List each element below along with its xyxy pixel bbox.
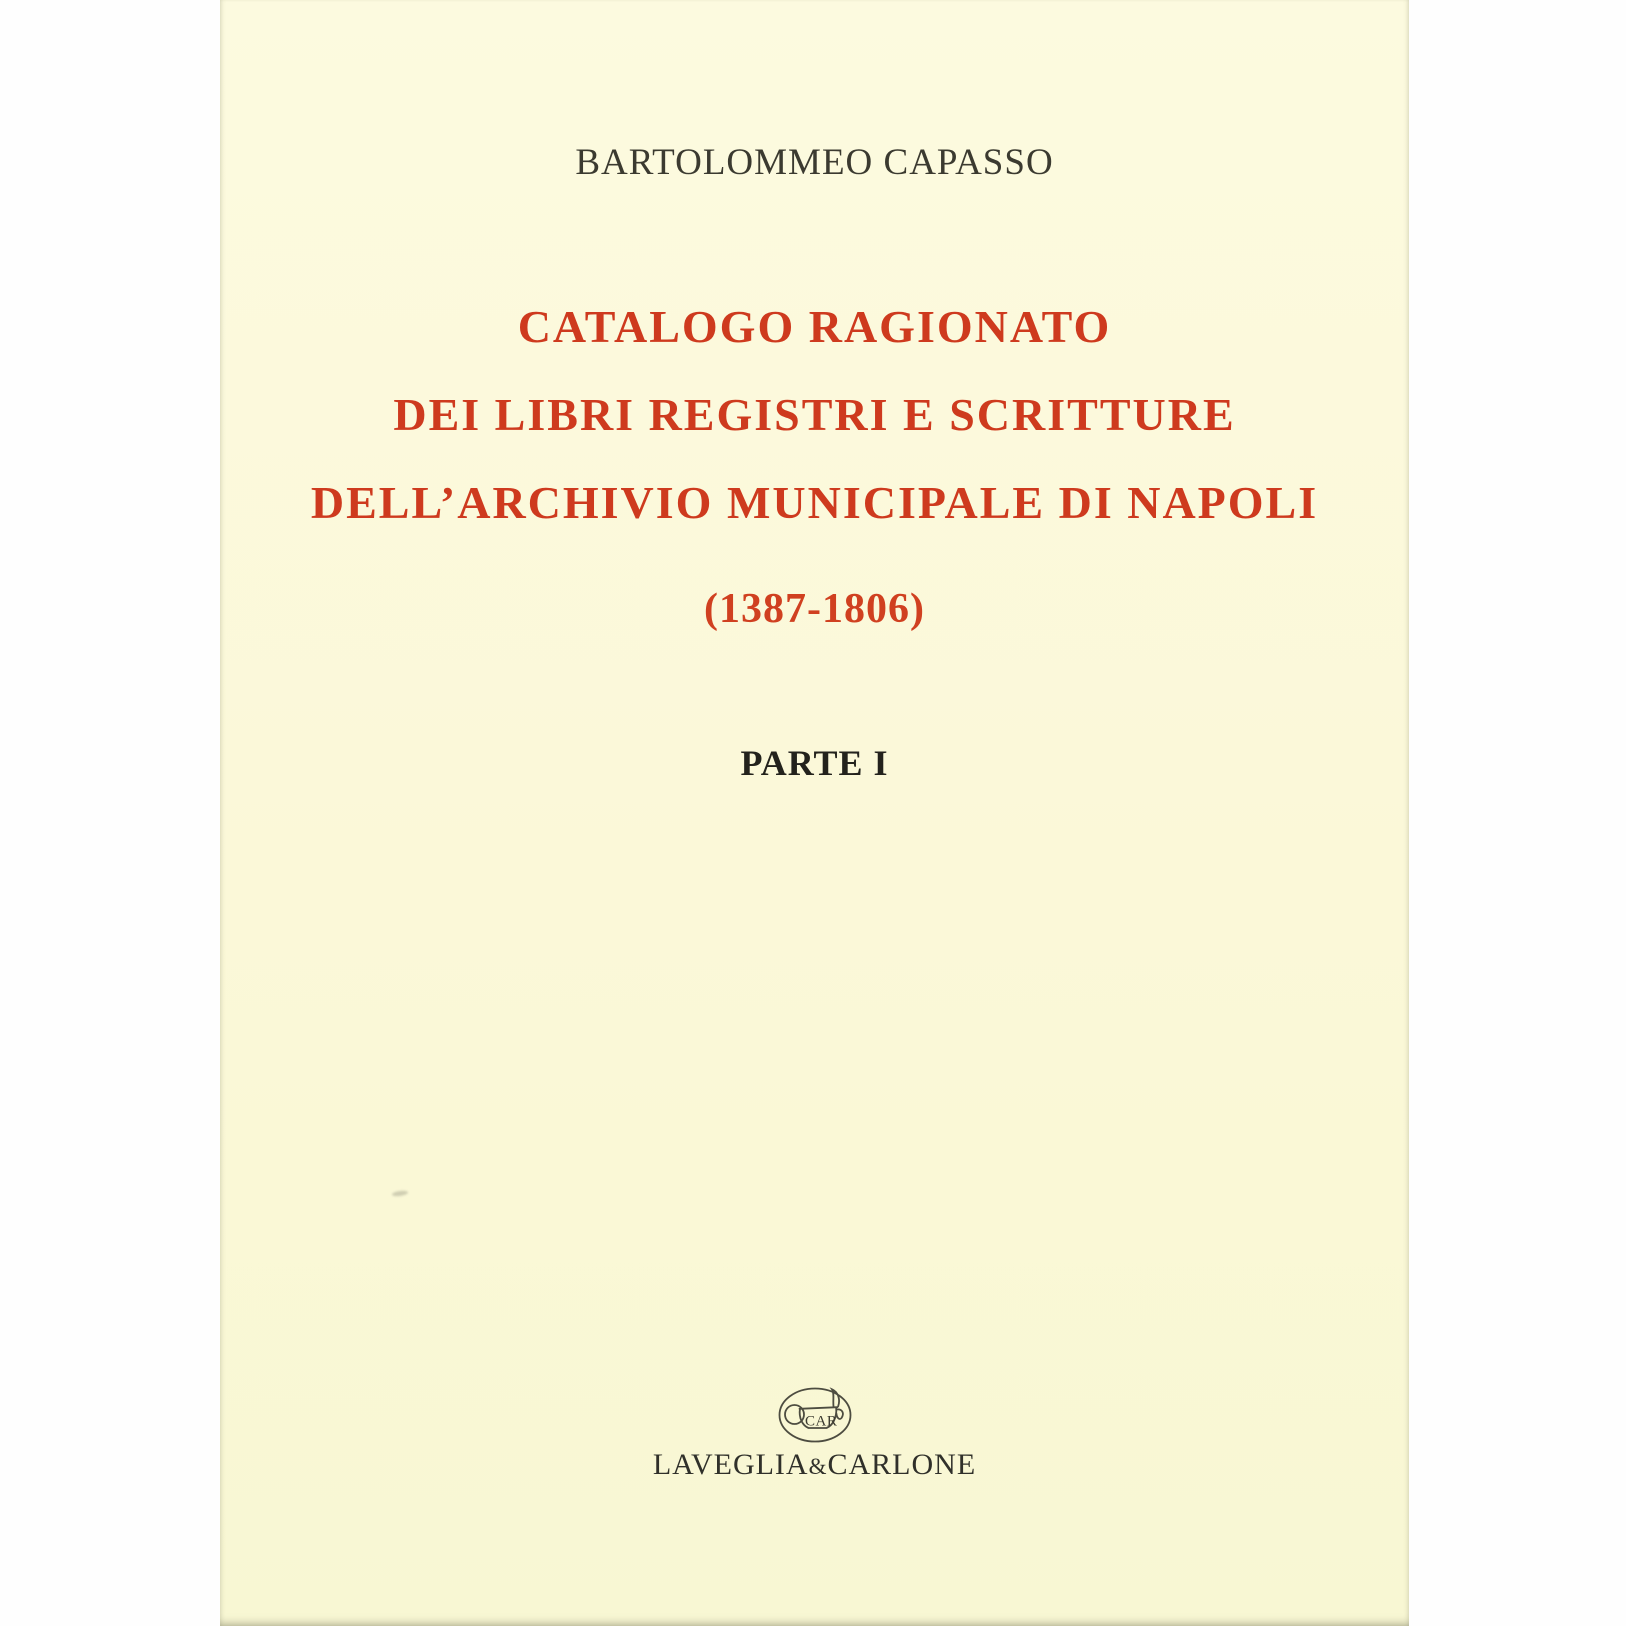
publisher-name-left: LAVEGLIA (652, 1448, 809, 1481)
publisher-monogram: CAR (804, 1413, 837, 1430)
publisher-name-right: CARLONE (827, 1448, 977, 1481)
publisher-logo (772, 1383, 858, 1449)
title-line: CATALOGO RAGIONATO (517, 301, 1112, 352)
oil-lamp-icon (772, 1383, 858, 1449)
book-cover (220, 0, 1409, 1626)
paper-smudge-mark (392, 1190, 409, 1197)
title-line: DEI LIBRI REGISTRI E SCRITTURE (393, 389, 1236, 440)
date-range: (1387-1806) (704, 586, 925, 632)
author-name: BARTOLOMMEO CAPASSO (575, 142, 1054, 183)
publisher-name (220, 1448, 1409, 1482)
part-label: PARTE I (740, 743, 889, 783)
publisher-ampersand: & (808, 1454, 828, 1479)
book-title (220, 301, 1409, 568)
title-line: DELL’ARCHIVIO MUNICIPALE DI NAPOLI (310, 477, 1319, 528)
